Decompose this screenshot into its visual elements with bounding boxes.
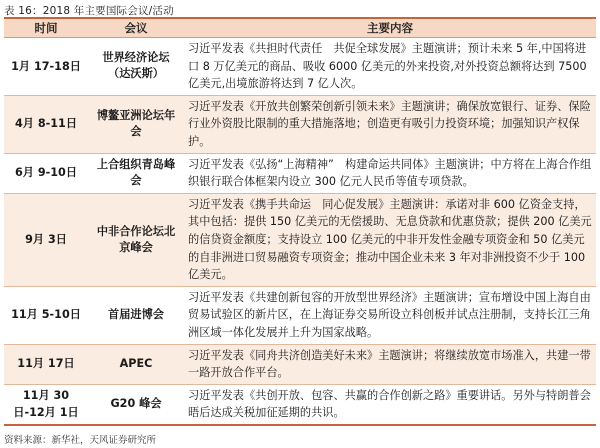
row-meeting: 上合组织青岛峰会 <box>88 153 184 193</box>
row-content: 习近平发表《开放共创繁荣创新引领未来》主题演讲；确保放宽银行、证券、保险行业外资股比限制的重大措施落地；创造更有吸引力投资环境；加强知识产权保护。 <box>184 95 596 153</box>
row-content: 习近平发表《共创开放、包容、共赢的合作创新之路》重要讲话。另外与特朗普会晤后达成关税加征延期的共识。 <box>184 384 596 425</box>
row-meeting: 首届进博会 <box>88 286 184 344</box>
row-time: 11月 30日-12月 1日 <box>4 384 88 425</box>
table-row <box>4 193 596 286</box>
source-note: 资料来源：新华社，天风证券研究所 <box>4 435 157 446</box>
row-meeting: 中非合作论坛北京峰会 <box>88 193 184 286</box>
row-time: 11月 17日 <box>4 344 88 384</box>
table-row <box>4 344 596 384</box>
events-table <box>4 17 596 426</box>
row-time: 9月 3日 <box>4 193 88 286</box>
row-content: 习近平发表《共担时代责任 共促全球发展》主题演讲；预计未来 5 年,中国将进口 8 万亿美元的商品、吸收 6000 亿美元的外来投资,对外投资总额将达到 7500 亿美元,出境旅游将达到 7 亿人次。 <box>184 38 596 96</box>
row-content: 习近平发表《弘扬“上海精神” 构建命运共同体》主题演讲；中方将在上海合作组织银行联合体框架内设立 300 亿元人民币等值专项贷款。 <box>184 153 596 193</box>
header-meeting: 会议 <box>88 18 184 38</box>
row-meeting: 世界经济论坛（达沃斯） <box>88 38 184 96</box>
table-row <box>4 153 596 193</box>
table-row <box>4 286 596 344</box>
table-row <box>4 38 596 96</box>
row-time: 4月 8-11日 <box>4 95 88 153</box>
row-meeting: 博鳌亚洲论坛年会 <box>88 95 184 153</box>
row-time: 6月 9-10日 <box>4 153 88 193</box>
header-content: 主要内容 <box>184 18 596 38</box>
row-meeting: G20 峰会 <box>88 384 184 425</box>
row-content: 习近平发表《同舟共济创造美好未来》主题演讲；将继续放宽市场准入，共建一带一路开放合作平台。 <box>184 344 596 384</box>
row-content: 习近平发表《携手共命运 同心促发展》主题演讲：承诺对非 600 亿资金支持，其中包括：提供 150 亿美元的无偿援助、无息贷款和优惠贷款；提供 200 亿美元的信贷资金额度；支持设立 100 亿美元的中非开发性金融专项资金和 50 亿美元的自非洲进口贸易融资专项资金；推动中国企业未来 3 年对非洲投资不少于 100 亿美元。 <box>184 193 596 286</box>
table-caption: 表 16：2018 年主要国际会议/活动 <box>4 5 174 17</box>
row-meeting: APEC <box>88 344 184 384</box>
header-time: 时间 <box>4 18 88 38</box>
row-time: 1月 17-18日 <box>4 38 88 96</box>
table-row <box>4 384 596 425</box>
row-time: 11月 5-10日 <box>4 286 88 344</box>
table-header-row <box>4 18 596 38</box>
row-content: 习近平发表《共建创新包容的开放型世界经济》主题演讲；宣布增设中国上海自由贸易试验区的新片区，在上海证券交易所设立科创板并试点注册制，支持长江三角洲区域一体化发展并上升为国家战略。 <box>184 286 596 344</box>
table-row <box>4 95 596 153</box>
